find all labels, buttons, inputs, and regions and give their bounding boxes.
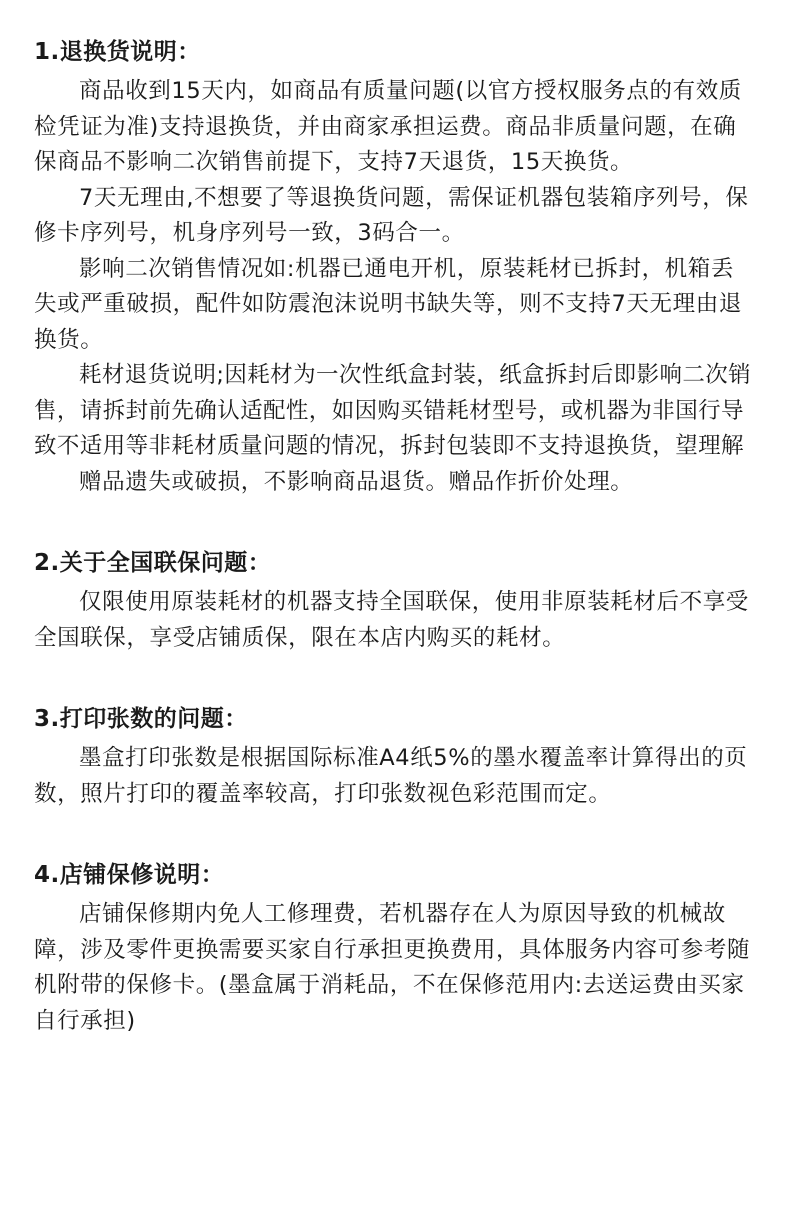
paragraph: 耗材退货说明;因耗材为一次性纸盒封装，纸盒拆封后即影响二次销售，请拆封前先确认适配性，如因购买错耗材型号，或机器为非国行导致不适用等非耗材质量问题的情况，拆封包装即不支持退换货，望理解 bbox=[34, 362, 752, 459]
paragraph: 影响二次销售情况如:机器已通电开机，原装耗材已拆封，机箱丢失或严重破损，配件如防震泡沫说明书缺失等，则不支持7天无理由退换货。 bbox=[34, 255, 742, 353]
section-store-warranty bbox=[34, 853, 756, 1039]
section-heading: 2.关于全国联保问题： bbox=[34, 550, 272, 576]
section-heading: 1.退换货说明： bbox=[34, 39, 201, 65]
paragraph: 商品收到15天内，如商品有质量问题(以官方授权服务点的有效质检凭证为准)支持退换货，并由商家承担运费。商品非质量问题，在确保商品不影响二次销售前提下，支持7天退货，15天换货。 bbox=[34, 78, 742, 175]
paragraph: 仅限使用原装耗材的机器支持全国联保，使用非原装耗材后不享受全国联保，享受店铺质保，限在本店内购买的耗材。 bbox=[34, 589, 749, 651]
paragraph: 7天无理由,不想要了等退换货问题，需保证机器包装箱序列号，保修卡序列号，机身序列号一致，3码合一。 bbox=[34, 184, 749, 246]
paragraph: 赠品遗失或破损，不影响商品退货。赠品作折价处理。 bbox=[79, 468, 634, 495]
paragraph: 墨盒打印张数是根据国际标准A4纸5%的墨水覆盖率计算得出的页数，照片打印的覆盖率较高，打印张数视色彩范围而定。 bbox=[34, 745, 748, 807]
section-heading: 3.打印张数的问题： bbox=[34, 706, 248, 732]
section-return-exchange bbox=[34, 30, 756, 500]
paragraph: 店铺保修期内免人工修理费，若机器存在人为原因导致的机械故障，涉及零件更换需要买家自行承担更换费用，具体服务内容可参考随机附带的保修卡。(墨盒属于消耗品，不在保修范用内:去送运费由买家自行承担) bbox=[34, 901, 751, 1034]
section-national-warranty bbox=[34, 541, 756, 656]
section-print-count bbox=[34, 697, 756, 812]
section-heading: 4.店铺保修说明： bbox=[34, 862, 225, 888]
